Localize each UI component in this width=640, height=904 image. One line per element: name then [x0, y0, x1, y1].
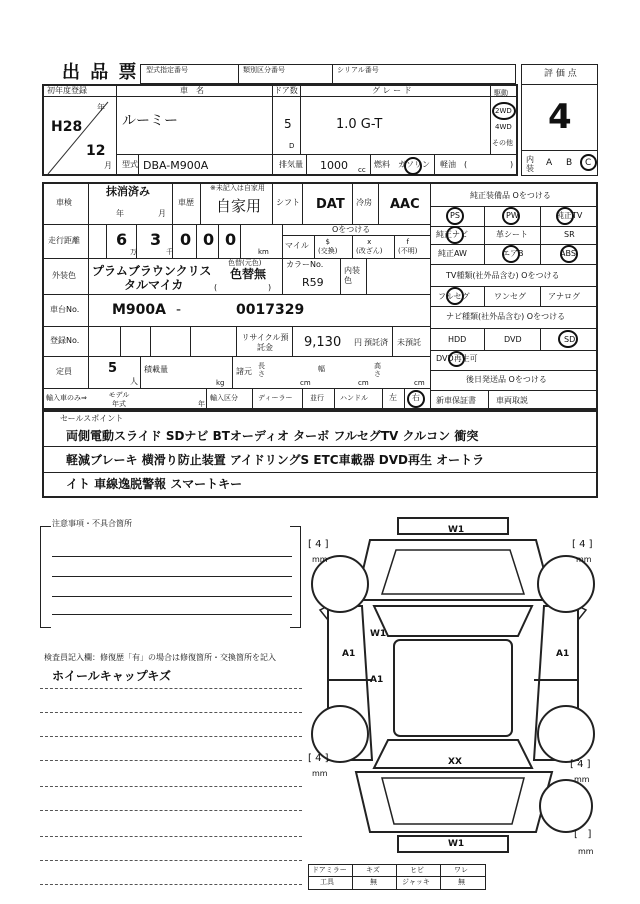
chassis-label: 車台No. [50, 305, 80, 314]
doors-label: ドア数 [274, 86, 298, 95]
fuel-gasoline: ガソリン [398, 160, 430, 169]
caution-bracket [40, 526, 51, 628]
tread-spare-unit: mm [578, 847, 594, 856]
ac-value: AAC [390, 197, 420, 212]
navi-dvd: DVD [504, 335, 522, 344]
mileage-unknown: f (不明) [398, 238, 418, 255]
capacity-unit: 人 [130, 377, 138, 386]
interior-grade-c: C [585, 158, 592, 168]
recycle-paid: 預託済 [364, 338, 388, 347]
recycle-unit: 円 [354, 338, 362, 347]
tread-spare: [ ] [574, 829, 592, 840]
caution-label: 注意事項・不具合箇所 [52, 519, 132, 528]
inspection-label: 車検 [56, 198, 72, 207]
inspector-label: 検査員記入欄：修復歴「有」の場合は修復箇所・交換箇所を記入 [44, 653, 276, 662]
handle-left: 左 [389, 393, 397, 402]
reg-no-label: 登録No. [50, 336, 80, 345]
fuel-label: 燃料 [374, 160, 390, 169]
mileage-modified: x (改ざん) [356, 238, 383, 255]
dim-height: 高さ [374, 362, 381, 378]
equip-ps: PS [450, 211, 460, 220]
shift-value: DAT [316, 197, 345, 212]
mileage-km: km [258, 248, 269, 256]
ac-label: 冷房 [356, 198, 372, 207]
wheel-front-left [312, 556, 368, 612]
handle-label: ハンドル [340, 394, 368, 402]
displacement-unit: cc [358, 166, 366, 174]
mileage-digit-2: 3 [150, 230, 162, 249]
footer-value-4: 無 [458, 878, 465, 886]
score-value: 4 [548, 97, 572, 137]
first-reg-year: H28 [51, 119, 83, 135]
displacement-label: 排気量 [279, 160, 303, 169]
doors-unit: D [289, 142, 295, 150]
damage-mark: A1 [370, 675, 384, 685]
capacity-label: 定員 [56, 367, 72, 376]
color-change-paren-close: ) [268, 283, 272, 292]
color-label: 外装色 [52, 271, 76, 280]
color-change-value: 色替無 [230, 267, 267, 281]
drive-2wd: 2WD [495, 107, 512, 115]
class-label: 類別区分番号 [243, 66, 285, 74]
recycle-value: 9,130 [304, 335, 342, 350]
footer-value-1: 工具 [320, 878, 334, 886]
doors-value: 5 [284, 117, 292, 131]
equip-aw: 純正AW [438, 249, 467, 258]
fuel-paren-close: ) [510, 160, 514, 169]
equip-navi: 純正ナビ [436, 230, 468, 239]
tv-fullseg: フルセグ [438, 292, 470, 301]
damage-mark: A1 [556, 649, 570, 659]
equip-sr: SR [564, 230, 575, 239]
recycle-unpaid: 未預託 [397, 338, 421, 347]
spare-tire [540, 780, 592, 832]
mileage-exchange: $ (交換) [318, 238, 338, 255]
dim-width-unit: cm [358, 379, 369, 387]
tread-rl-value: 4 [315, 753, 322, 764]
fuel-paren: ( [464, 160, 468, 169]
equip-tv: 純正TV [556, 211, 583, 220]
damage-mark: XX [448, 757, 462, 767]
navi-title: ナビ種類(社外品含む) Oをつける [446, 312, 566, 321]
displacement-value: 1000 [320, 159, 348, 172]
tv-analog: アナログ [548, 292, 580, 301]
inspection-year-unit: 年 [116, 209, 124, 218]
tread-fr: [ 4 ] [572, 539, 593, 550]
equip-abs: ABS [560, 249, 576, 258]
damage-mark: W1 [448, 839, 465, 849]
mileage-mile: マイル [285, 241, 309, 250]
sales-points-line-3: イト 車線逸脱警報 スマートキー [66, 477, 243, 491]
windshield [374, 606, 532, 636]
tread-fl-value: 4 [315, 539, 322, 550]
import-label: 輸入車のみ⇒ [46, 394, 87, 402]
history-value: 自家用 [216, 197, 262, 215]
tv-title: TV種類(社外品含む) Oをつける [446, 271, 560, 280]
tread-fl: [ 4 ] [308, 539, 329, 550]
inspection-value: 抹消済み [106, 185, 150, 198]
tv-oneseg: ワンセグ [494, 292, 526, 301]
vehicle-name-label: 車 名 [180, 86, 204, 95]
tread-rr-value: 4 [577, 759, 584, 770]
serial-label: シリアル番号 [337, 66, 379, 74]
handle-right: 右 [412, 393, 420, 402]
tread-rl-unit: mm [312, 769, 328, 778]
damage-mark: A1 [342, 649, 356, 659]
mileage-digit-5: 0 [225, 230, 237, 249]
month-unit: 月 [104, 161, 112, 170]
chassis-number: 0017329 [236, 302, 305, 318]
tread-rl: [ 4 ] [308, 753, 329, 764]
model-cert-label: 型式指定番号 [146, 66, 188, 74]
model-type-label: 型式 [122, 160, 138, 169]
mileage-sen: 千 [166, 248, 173, 256]
grade-value: 1.0 G-T [336, 117, 383, 132]
footer-header-3: ヒビ [410, 866, 424, 874]
dealer-option: ディーラー [258, 394, 293, 402]
genuine-title: 純正装備品 Oをつける [470, 191, 551, 200]
dim-length: 長さ [258, 362, 265, 378]
dim-label: 諸元 [236, 367, 252, 376]
score-label: 評 価 点 [544, 69, 577, 79]
equip-pw: PW [506, 211, 519, 220]
equip-leather: 革シート [496, 230, 528, 239]
dim-length-unit: cm [300, 379, 311, 387]
color-change-paren: ( [214, 283, 218, 292]
navi-sd: SD [564, 335, 576, 344]
dvd-play: DVD再生可 [436, 354, 478, 363]
page-title: 出 品 票 [62, 62, 139, 83]
color-no-value: R59 [302, 276, 324, 289]
grade-label: グ レ ー ド [372, 86, 412, 95]
drive-4wd: 4WD [495, 123, 512, 131]
shift-label: シフト [276, 198, 300, 207]
first-reg-label: 初年度登録 [47, 86, 87, 95]
later-manual: 車両取説 [496, 396, 528, 405]
dim-height-unit: cm [414, 379, 425, 387]
parallel-option: 並行 [310, 394, 324, 402]
sales-points-line-1: 両側電動スライド SDナビ BTオーディオ ターボ フルセグTV クルコン 衝突 [66, 429, 479, 443]
model-type: DBA-M900A [143, 159, 209, 172]
navi-hdd: HDD [448, 335, 467, 344]
dim-width: 幅 [318, 365, 325, 373]
car-diagram [300, 510, 610, 866]
later-warranty: 新車保証書 [436, 396, 476, 405]
footer-value-2: 無 [370, 878, 377, 886]
wheel-front-right [538, 556, 594, 612]
tread-rr: [ 4 ] [570, 759, 591, 770]
fuel-diesel: 軽油 [440, 160, 456, 169]
vehicle-name: ルーミー [122, 113, 178, 129]
load-label: 積載量 [144, 365, 168, 374]
footer-value-3: ジャッキ [402, 878, 430, 886]
damage-mark: W1 [448, 525, 465, 535]
later-title: 後日発送品 Oをつける [466, 375, 547, 384]
mileage-digit-4: 0 [203, 230, 215, 249]
wheel-rear-right [538, 706, 594, 762]
footer-header-1: ドアミラー [312, 866, 347, 874]
sales-points-line-2: 軽減ブレーキ 横滑り防止装置 アイドリングS ETC車載器 DVD再生 オートラ [66, 453, 485, 467]
color-change-label: 色替(元色) [228, 259, 262, 267]
capacity-value: 5 [108, 361, 118, 376]
load-unit: kg [216, 379, 225, 387]
mileage-circle-note: Oをつける [332, 225, 371, 234]
sales-points-label: セールスポイント [60, 414, 124, 423]
tread-fr-value: 4 [579, 539, 586, 550]
history-note: ※未記入は自家用 [210, 184, 265, 192]
drive-other: その他 [492, 139, 513, 147]
import-class-label: 輸入区分 [210, 394, 238, 402]
interior-label: 内装 [526, 155, 534, 173]
interior-grade-a: A [546, 158, 553, 168]
equip-airbag: エアB [502, 249, 524, 258]
interior-color-label: 内装色 [344, 266, 360, 285]
mileage-digit-3: 0 [180, 230, 192, 249]
tread-fl-unit: mm [312, 555, 328, 564]
year-unit: 年 [97, 103, 105, 112]
tread-rr-unit: mm [574, 775, 590, 784]
damage-mark: W1 [370, 629, 387, 639]
model-year-label: モデル年式 [108, 391, 130, 408]
footer-header-4: ワレ [454, 866, 468, 874]
chassis-dash: - [176, 302, 182, 318]
color-value-2: タルマイカ [124, 278, 184, 292]
tread-fr-unit: mm [576, 555, 592, 564]
drive-label: 駆動 [494, 89, 508, 97]
mileage-label: 走行距離 [48, 236, 80, 245]
interior-grade-b: B [566, 158, 573, 168]
chassis-model: M900A [112, 302, 166, 318]
history-label: 車歴 [178, 198, 194, 207]
color-no-label: カラーNo. [286, 260, 324, 269]
inspection-month-unit: 月 [158, 209, 166, 218]
footer-header-2: キズ [366, 866, 380, 874]
mileage-digit-1: 6 [116, 230, 128, 249]
inspector-note: ホイールキャップキズ [52, 669, 172, 683]
cert-fields [140, 64, 516, 84]
model-year-unit: 年 [198, 400, 205, 408]
first-reg-month: 12 [86, 143, 106, 159]
roof [394, 640, 512, 736]
recycle-label: リサイクル預託金 [241, 333, 289, 352]
color-value-1: プラムブラウンクリス [92, 264, 212, 278]
mileage-man: 万 [130, 248, 137, 256]
